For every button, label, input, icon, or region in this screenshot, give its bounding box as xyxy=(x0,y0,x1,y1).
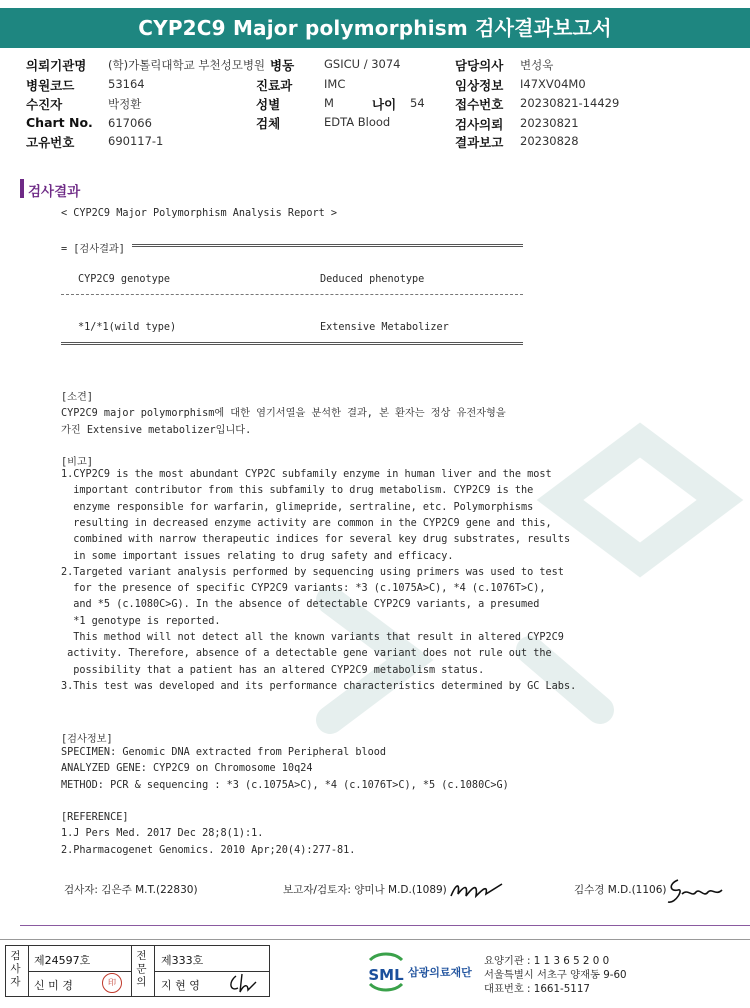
genotype-header: CYP2C9 genotype xyxy=(78,274,171,285)
patient-value: 박정환 xyxy=(108,97,142,111)
certificate-box xyxy=(5,945,270,997)
hospital-code-label: 병원코드 xyxy=(26,78,75,93)
remarks-line: 2.Targeted variant analysis performed by sequencing using primers was used to test xyxy=(61,566,564,578)
institution-value: (학)가톨릭대학교 부천성모병원 xyxy=(108,58,266,72)
age-value: 54 xyxy=(410,96,425,110)
receipt-no-value: 20230821-14429 xyxy=(520,96,620,110)
approver-signature-text: 김수경 M.D.(1106) xyxy=(574,884,667,896)
opinion-line: 가진 Extensive metabolizer입니다. xyxy=(61,425,252,436)
cert-divider xyxy=(131,946,132,996)
cert-specialist-name: 지 현 영 xyxy=(161,979,200,992)
institution-label: 의뢰기관명 xyxy=(26,58,87,73)
reporter-signature-text: 보고자/검토자: 양미나 M.D.(1089) xyxy=(283,884,447,896)
remarks-line: This method will not detect all the known variants that result in altered CYP2C9 xyxy=(61,632,564,643)
reporter-handwritten-signature xyxy=(448,876,506,904)
patient-label: 수진자 xyxy=(26,97,63,112)
header-divider xyxy=(61,294,523,295)
report-date-label: 결과보고 xyxy=(455,135,504,150)
ward-label: 병동 xyxy=(270,58,295,73)
footer-purple-divider xyxy=(20,925,750,926)
unique-id-row xyxy=(26,133,74,151)
remarks-line: in some important issues relating to drug safety and efficacy. xyxy=(61,550,454,562)
doctor-label: 담당의사 xyxy=(455,58,504,73)
institution-code-text: 요양기관 : 1 1 3 6 5 2 0 0 xyxy=(484,955,610,967)
org-name: 삼광의료재단 xyxy=(408,966,472,979)
cert-tester-number: 제24597호 xyxy=(34,954,91,967)
test-info-line: SPECIMEN: Genomic DNA extracted from Peripheral blood xyxy=(61,747,387,758)
specimen-value: EDTA Blood xyxy=(324,115,391,129)
request-date-label: 검사의뢰 xyxy=(455,117,504,132)
genotype-value: *1/*1(wild type) xyxy=(78,322,177,333)
remarks-line: for the presence of specific CYP2C9 variants: *3 (c.1075A>C), *4 (c.1076T>C), xyxy=(61,583,546,595)
reference-label: [REFERENCE] xyxy=(61,812,129,823)
cert-tester-name: 신 미 경 xyxy=(34,979,73,992)
sml-logo-icon xyxy=(366,950,406,992)
remarks-line: *1 genotype is reported. xyxy=(61,615,221,627)
result-bottom-rule xyxy=(61,342,523,345)
remarks-line: possibility that a patient has an altered CYP2C9 metabolism status. xyxy=(61,664,485,676)
remarks-label: [비고] xyxy=(61,457,93,468)
result-rule xyxy=(132,244,523,247)
section-title: 검사결과 xyxy=(28,184,81,200)
cert-specialist-signature xyxy=(226,972,262,994)
reference-line: 2.Pharmacogenet Genomics. 2010 Apr;20(4):277-81. xyxy=(61,845,356,856)
clinical-info-label: 임상정보 xyxy=(455,78,504,93)
reference-line: 1.J Pers Med. 2017 Dec 28;8(1):1. xyxy=(61,828,264,839)
opinion-label: [소견] xyxy=(61,392,93,403)
chart-no-value: 617066 xyxy=(108,116,152,130)
remarks-line: activity. Therefore, absence of a detectable gene variant does not rule out the xyxy=(61,648,552,660)
remarks-line: combined with narrow therapeutic indices for several key drug substrates, results xyxy=(61,534,571,546)
result-label: = [검사결과] xyxy=(61,244,132,255)
ward-value: GSICU / 3074 xyxy=(324,57,401,71)
phenotype-value: Extensive Metabolizer xyxy=(320,322,449,333)
phenotype-header: Deduced phenotype xyxy=(320,274,425,285)
hospital-code-row xyxy=(26,76,74,94)
doctor-value: 변성욱 xyxy=(520,58,554,72)
test-info-label: [검사정보] xyxy=(61,734,113,745)
report-heading: < CYP2C9 Major Polymorphism Analysis Report > xyxy=(61,208,338,219)
clinical-info-value: I47XV04M0 xyxy=(520,77,586,91)
background-watermark xyxy=(300,420,750,740)
chart-no-label: Chart No. xyxy=(26,115,93,130)
remarks-line: 1.CYP2C9 is the most abundant CYP2C subfamily enzyme in human liver and the most xyxy=(61,469,552,480)
sex-value: M xyxy=(324,96,334,110)
sml-logo-text: SML xyxy=(368,966,404,984)
cert-specialist-number: 제333호 xyxy=(161,954,204,967)
cert-tester-label: 검 사 자 xyxy=(10,950,21,988)
receipt-no-label: 접수번호 xyxy=(455,97,504,112)
tester-signature-text: 검사자: 김은주 M.T.(22830) xyxy=(64,884,198,896)
institution-row xyxy=(26,56,86,74)
cert-divider xyxy=(28,971,131,972)
cert-seal-stamp: 印 xyxy=(102,973,122,993)
phone-text: 대표번호 : 1661-5117 xyxy=(484,983,590,995)
department-label: 진료과 xyxy=(256,78,293,93)
address-text: 서울특별시 서초구 양재동 9-60 xyxy=(484,969,627,981)
specimen-label: 검체 xyxy=(256,116,281,131)
remarks-line: resulting in decreased enzyme activity are common in the CYP2C9 gene and this, xyxy=(61,517,552,529)
remarks-line: 3.This test was developed and its performance characteristics determined by GC Labs. xyxy=(61,680,577,692)
report-date-value: 20230828 xyxy=(520,134,579,148)
cert-specialist-label: 전 문 의 xyxy=(136,950,147,988)
sex-label: 성별 xyxy=(256,97,281,112)
patient-row xyxy=(26,95,62,113)
test-info-line: METHOD: PCR & sequencing : *3 (c.1075A>C), *4 (c.1076T>C), *5 (c.1080C>G) xyxy=(61,780,509,791)
remarks-line: and *5 (c.1080C>G). In the absence of detectable CYP2C9 variants, a presumed xyxy=(61,599,540,611)
unique-id-value: 690117-1 xyxy=(108,134,164,148)
footer-divider xyxy=(0,939,750,940)
hospital-code-value: 53164 xyxy=(108,77,145,91)
report-title: CYP2C9 Major polymorphism 검사결과보고서 xyxy=(138,16,612,40)
test-info-line: ANALYZED GENE: CYP2C9 on Chromosome 10q24 xyxy=(61,763,313,774)
chart-no-row xyxy=(26,115,93,130)
age-label: 나이 xyxy=(372,97,397,112)
unique-id-label: 고유번호 xyxy=(26,135,75,150)
department-value: IMC xyxy=(324,77,346,91)
request-date-value: 20230821 xyxy=(520,116,579,130)
remarks-line: enzyme responsible for warfarin, glimepride, sertraline, etc. Polymorphisms xyxy=(61,501,534,513)
opinion-line: CYP2C9 major polymorphism에 대한 염기서열을 분석한 결과, 본 환자는 정상 유전자형을 xyxy=(61,408,506,419)
section-accent-bar xyxy=(20,179,24,198)
approver-handwritten-signature xyxy=(664,876,726,906)
remarks-line: important contributor from this subfamily to drug metabolism. CYP2C9 is the xyxy=(61,485,534,497)
